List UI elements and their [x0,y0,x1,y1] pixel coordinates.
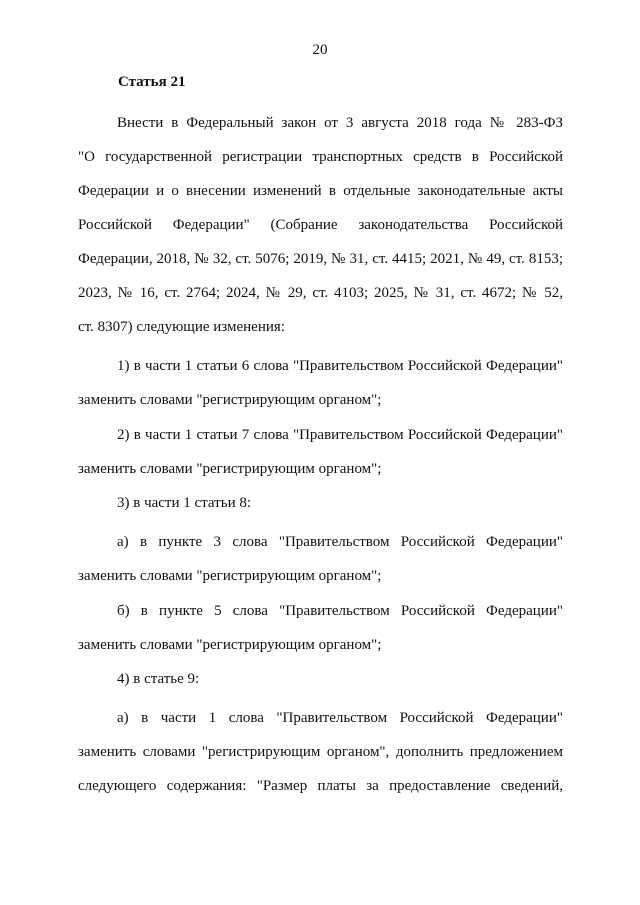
paragraph-line: 2023, № 16, ст. 2764; 2024, № 29, ст. 4103; 2025, № 31, ст. 4672; № 52, [78,285,563,301]
list-item-line: заменить словами "регистрирующим органом"; [78,392,382,408]
sub-item-line: заменить словами "регистрирующим органом"; [78,637,382,653]
sub-item-line: следующего содержания: "Размер платы за предоставление сведений, [78,778,563,794]
paragraph-line: Российской Федерации" (Собрание законодательства Российской [78,217,563,233]
sub-item-line: заменить словами "регистрирующим органом", дополнить предложением [78,744,563,760]
sub-item-line: а) в пункте 3 слова "Правительством Российской Федерации" [117,534,563,550]
sub-item-line: заменить словами "регистрирующим органом"; [78,568,382,584]
sub-item-line: а) в части 1 слова "Правительством Российской Федерации" [117,710,563,726]
list-item-line: 2) в части 1 статьи 7 слова "Правительством Российской Федерации" [117,427,563,443]
list-item-line: 1) в части 1 статьи 6 слова "Правительством Российской Федерации" [117,358,563,374]
paragraph-line: Федерации, 2018, № 32, ст. 5076; 2019, № 31, ст. 4415; 2021, № 49, ст. 8153; [78,251,563,267]
article-heading: Статья 21 [118,74,186,90]
paragraph-line: Федерации и о внесении изменений в отдельные законодательные акты [78,183,563,199]
list-item-line: 4) в статье 9: [117,671,200,687]
list-item-line: заменить словами "регистрирующим органом"; [78,461,382,477]
paragraph-line: "О государственной регистрации транспортных средств в Российской [78,149,563,165]
paragraph-line: Внести в Федеральный закон от 3 августа 2018 года № 283-ФЗ [117,115,563,131]
page-number: 20 [312,42,328,58]
list-item-line: 3) в части 1 статьи 8: [117,495,252,511]
sub-item-line: б) в пункте 5 слова "Правительством Российской Федерации" [117,603,563,619]
paragraph-line: ст. 8307) следующие изменения: [78,319,285,335]
